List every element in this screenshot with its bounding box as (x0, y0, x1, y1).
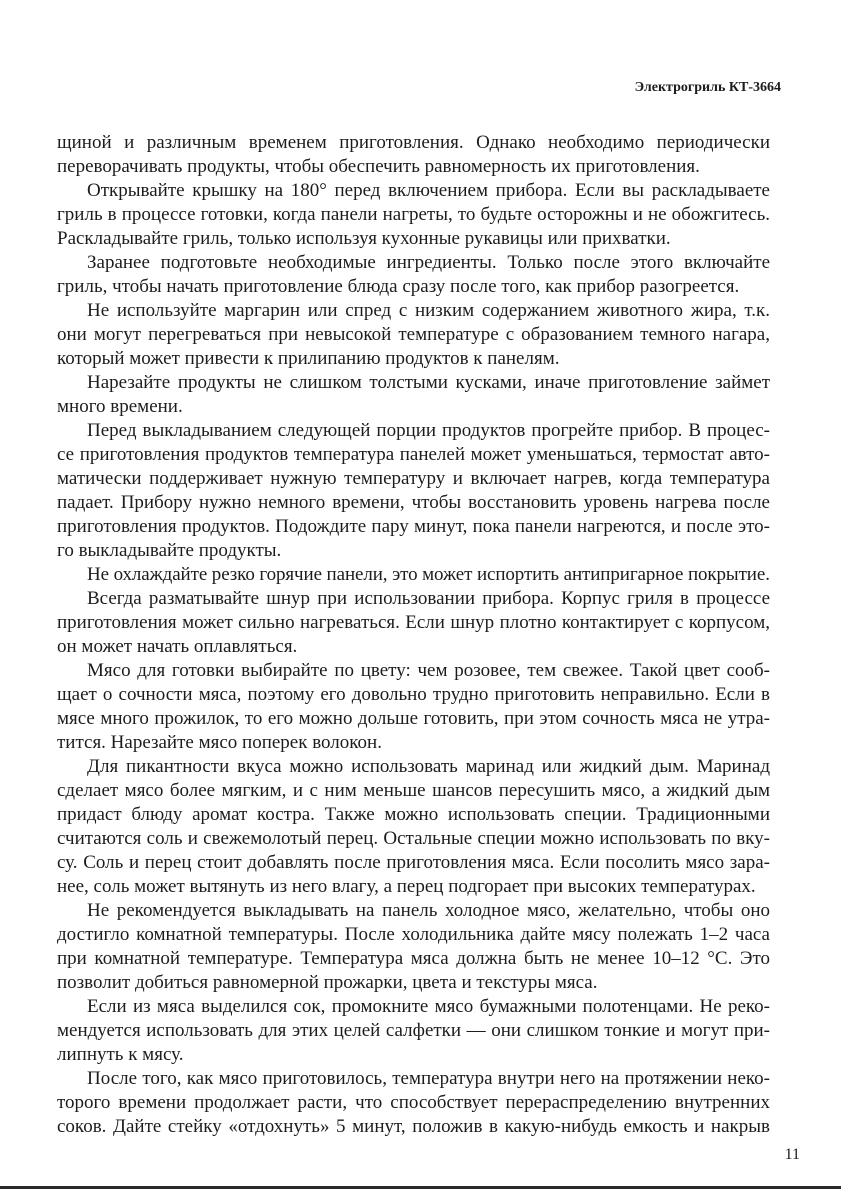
text-line: Всегда разматывайте шнур при использовании прибора. Корпус гриля в процессе (87, 588, 770, 609)
text-line: мендуется использовать для этих целей салфетки — они слишком тонкие и могут при- (57, 1020, 770, 1041)
text-line: мясе много прожилок, то его можно дольше готовить, при этом сочность мяса не утра- (57, 708, 770, 729)
paragraph (57, 755, 770, 899)
page-number: 11 (784, 1146, 800, 1163)
text-line: который может привести к прилипанию продуктов к панелям. (57, 348, 560, 369)
paragraph (57, 299, 770, 371)
text-line: соков. Дайте стейку «отдохнуть» 5 минут, положив в какую-нибудь емкость и накрыв (57, 1116, 770, 1137)
text-line: Если из мяса выделился сок, промокните мясо бумажными полотенцами. Не реко- (87, 996, 770, 1017)
paragraph (57, 563, 770, 587)
text-line: Раскладывайте гриль, только используя кухонные рукавицы или прихватки. (57, 228, 671, 249)
paragraph (57, 899, 770, 995)
running-header-title: Электрогриль КТ-3664 (634, 80, 781, 95)
paragraph (57, 587, 770, 659)
text-line: матически поддерживает нужную температуру и включает нагрев, когда температура (57, 468, 770, 489)
paragraph (57, 659, 770, 755)
text-line: падает. Прибору нужно немного времени, чтобы восстановить уровень нагрева после (57, 492, 770, 513)
text-line: гриль в процессе готовки, когда панели нагреты, то будьте осторожны и не обожгитесь. (57, 204, 770, 225)
text-line: Заранее подготовьте необходимые ингредиенты. Только после этого включайте (87, 252, 770, 273)
text-line: считаются соль и свежемолотый перец. Остальные специи можно использовать по вку- (57, 828, 770, 849)
text-line: они могут перегреваться при невысокой температуре с образованием темного нагара, (57, 324, 770, 345)
text-line: се приготовления продуктов температура панелей может уменьшаться, термостат авто- (57, 444, 770, 465)
text-line: достигло комнатной температуры. После холодильника дайте мясу полежать 1–2 часа (57, 924, 770, 945)
text-line: щиной и различным временем приготовления. Однако необходимо периодически (57, 132, 770, 153)
text-line: он может начать оплавляться. (57, 636, 298, 657)
text-line: нее, соль может вытянуть из него влагу, а перец подгорает при высоких температурах. (57, 876, 756, 897)
text-line: Нарезайте продукты не слишком толстыми кусками, иначе приготовление займет (87, 372, 770, 393)
text-line: гриль, чтобы начать приготовление блюда сразу после того, как прибор разогреется. (57, 276, 740, 297)
text-line: Не рекомендуется выкладывать на панель холодное мясо, желательно, чтобы оно (87, 900, 770, 921)
text-line: су. Соль и перец стоит добавлять после приготовления мяса. Если посолить мясо зара- (57, 852, 770, 873)
text-line: Не используйте маргарин или спред с низким содержанием животного жира, т.к. (87, 300, 770, 321)
text-line: тится. Нарезайте мясо поперек волокон. (57, 732, 382, 753)
text-line: Для пикантности вкуса можно использовать маринад или жидкий дым. Маринад (87, 756, 770, 777)
paragraph (57, 419, 770, 563)
text-line: го выкладывайте продукты. (57, 540, 282, 561)
text-line: приготовления может сильно нагреваться. Если шнур плотно контактирует с корпусом, (57, 612, 770, 633)
text-line: много времени. (57, 396, 183, 417)
paragraph (57, 371, 770, 419)
text-line: Перед выкладыванием следующей порции продуктов прогрейте прибор. В процес- (87, 420, 770, 441)
text-line: После того, как мясо приготовилось, температура внутри него на протяжении неко- (87, 1068, 770, 1089)
paragraph (57, 131, 770, 179)
paragraph (57, 179, 770, 251)
text-line: переворачивать продукты, чтобы обеспечить равномерность их приготовления. (57, 156, 700, 177)
text-line: Открывайте крышку на 180° перед включением прибора. Если вы раскладываете (87, 180, 770, 201)
body-text (57, 131, 770, 1139)
text-line: придаст блюду аромат костра. Также можно использовать специи. Традиционными (57, 804, 770, 825)
text-line: торого времени продолжает расти, что способствует перераспределению внутренних (57, 1092, 770, 1113)
text-line: Мясо для готовки выбирайте по цвету: чем розовее, тем свежее. Такой цвет сооб- (87, 660, 770, 681)
paragraph (57, 251, 770, 299)
text-line: Не охлаждайте резко горячие панели, это может испортить антипригарное покрытие. (87, 564, 770, 585)
paragraph (57, 1067, 770, 1139)
text-line: приготовления продуктов. Подождите пару минут, пока панели нагреются, и после это- (57, 516, 770, 537)
text-line: сделает мясо более мягким, и с ним меньше шансов пересушить мясо, а жидкий дым (57, 780, 770, 801)
text-line: позволит добиться равномерной прожарки, цвета и текстуры мяса. (57, 972, 598, 993)
text-line: щает о сочности мяса, поэтому его довольно трудно приготовить неправильно. Если в (57, 684, 770, 705)
paragraph (57, 995, 770, 1067)
text-line: при комнатной температуре. Температура мяса должна быть не менее 10–12 °С. Это (57, 948, 770, 969)
text-line: липнуть к мясу. (57, 1044, 184, 1065)
